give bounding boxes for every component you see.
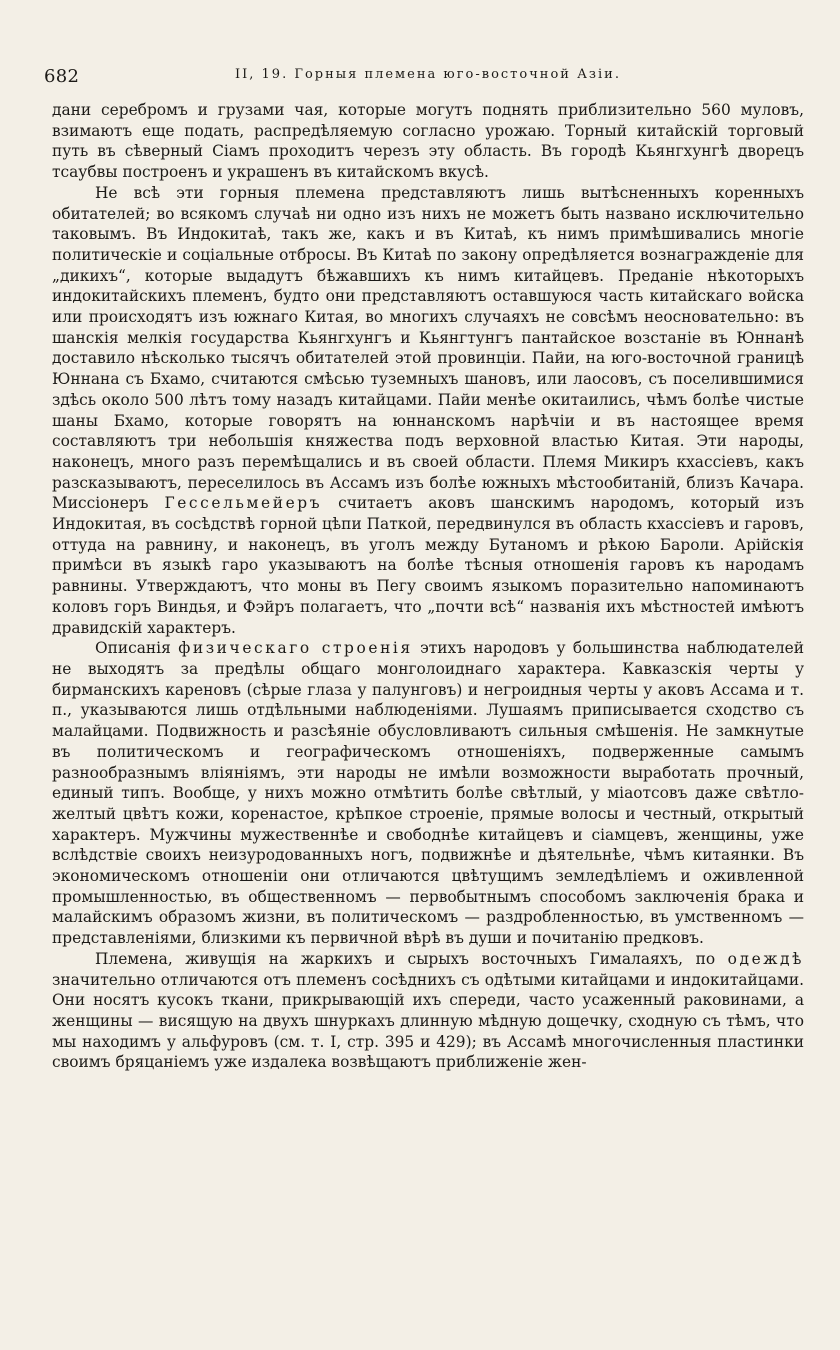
page-number: 682	[44, 66, 80, 87]
paragraph-1: дани серебромъ и грузами чая, которые могутъ поднять приблизительно 560 муловъ, взимаютъ еще подать, распредѣляемую согласно урожаю. Торный китайскій торговый путь въ сѣверный Сіамъ проходитъ черезъ эту область. Въ городѣ Кьянгхунгѣ дворецъ тсаубвы построенъ и украшенъ въ китайскомъ вкусѣ.	[52, 101, 804, 182]
paragraph-2-text-b: считаетъ аковъ шанскимъ народомъ, который изъ Индокитая, въ сосѣдствѣ горной цѣпи Паткой, передвинулся въ область кхассіевъ и гаровъ, оттуда на равнину, и наконецъ, въ уголъ между Бутаномъ и рѣкою Бароли. Арійскія примѣси въ языкѣ гаро указываютъ на болѣе тѣсныя отношенія гаровъ къ народамъ равнины. Утверждаютъ, что моны въ Пегу своимъ языкомъ поразительно напоминаютъ коловъ горъ Виндья, и Фэйръ полагаетъ, что „почти всѣ“ названія ихъ мѣстностей имѣютъ дравидскій характеръ.	[52, 494, 804, 637]
paragraph-4-text-a: Племена, живущія на жаркихъ и сырыхъ восточныхъ Гималаяхъ, по	[95, 949, 716, 968]
running-head: II, 19. Горныя племена юго-восточной Азіи.	[235, 67, 621, 82]
paragraph-3	[52, 638, 804, 949]
book-page	[44, 62, 804, 1073]
paragraph-4-text-b: значительно отличаются отъ племенъ сосѣднихъ съ одѣтыми китайцами и индокитайцами. Они носятъ кусокъ ткани, прикрывающій ихъ спереди, часто усаженный раковинами, а женщины — висящую на двухъ шнуркахъ длинную мѣдную дощечку, сходную съ тѣмъ, что мы находимъ у альфуровъ (см. т. I, стр. 395 и 429); въ Ассамѣ многочисленныя пластинки своимъ бряцаніемъ уже издалека возвѣщаютъ приближеніе жен-	[52, 970, 804, 1072]
emphasis-clothing: одеждѣ	[727, 949, 804, 968]
emphasis-physical-structure: физическаго строенія	[178, 639, 413, 658]
page-header	[44, 62, 804, 92]
missionary-name: Гессельмейеръ	[164, 494, 323, 513]
paragraph-2	[52, 183, 804, 638]
paragraph-3-text-a: Описанія	[95, 639, 171, 658]
paragraph-4	[52, 949, 804, 1073]
paragraph-2-text-a: Не всѣ эти горныя племена представляютъ лишь вытѣсненныхъ коренныхъ обитателей; во всякомъ случаѣ ни одно изъ нихъ не можетъ быть названо исключительно таковымъ. Въ Индокитаѣ, такъ же, какъ и въ Китаѣ, къ нимъ примѣшивались многіе политическіе и соціальные отбросы. Въ Китаѣ по закону опредѣляется вознагражденіе для „дикихъ“, которые выдадутъ бѣжавшихъ къ нимъ китайцевъ. Преданіе нѣкоторыхъ индокитайскихъ племенъ, будто они представляютъ оставшуюся часть китайскаго войска или происходятъ изъ южнаго Китая, во многихъ случаяхъ не совсѣмъ неосновательно: въ шанскія мелкія государства Кьянгхунгъ и Кьянгтунгъ пантайское возстаніе въ Юннанѣ доставило нѣсколько тысячъ обитателей этой провинціи. Пайи, на юго-восточной границѣ Юннана съ Бхамо, считаются смѣсью туземныхъ шановъ, или лаосовъ, съ поселившимися здѣсь около 500 лѣтъ тому назадъ китайцами. Пайи менѣе окитаились, чѣмъ болѣе чистые шаны Бхамо, которые говорятъ на юннанскомъ нарѣчіи и въ настоящее время составляютъ три небольшія княжества подъ верховной властью Китая. Эти народы, наконецъ, много разъ перемѣщались и въ своей области. Племя Микиръ кхассіевъ, какъ разсказываютъ, переселилось въ Ассамъ изъ болѣе южныхъ мѣстообитаній, близъ Качара. Миссіонеръ	[52, 183, 804, 513]
paragraph-3-text-b: этихъ народовъ у большинства наблюдателей не выходятъ за предѣлы общаго монголоиднаго характера. Кавказскія черты у бирманскихъ кареновъ (сѣрые глаза у палунговъ) и негроидныя черты у аковъ Ассама и т. п., указываются лишь отдѣльными наблюденіями. Лушаямъ приписывается сходство съ малайцами. Подвижность и разсѣяніе обусловливаютъ сильныя смѣшенія. Не замкнутые въ политическомъ и географическомъ отношеніяхъ, подверженные самымъ разнообразнымъ вліяніямъ, эти народы не имѣли возможности выработать прочный, единый типъ. Вообще, у нихъ можно отмѣтить болѣе свѣтлый, у міаотсовъ даже свѣтло-желтый цвѣтъ кожи, коренастое, крѣпкое строеніе, прямые волосы и честный, открытый характеръ. Мужчины мужественнѣе и свободнѣе китайцевъ и сіамцевъ, женщины, уже вслѣдствіе своихъ неизуродованныхъ ногъ, подвижнѣе и дѣятельнѣе, чѣмъ китаянки. Въ экономическомъ отношеніи они отличаются цвѣтущимъ земледѣліемъ и оживленной промышленностью, въ общественномъ — первобытнымъ способомъ заключенія брака и малайскимъ образомъ жизни, въ политическомъ — раздробленностью, въ умственномъ — представленіями, близкими къ первичной вѣрѣ въ души и почитанію предковъ.	[52, 639, 804, 948]
